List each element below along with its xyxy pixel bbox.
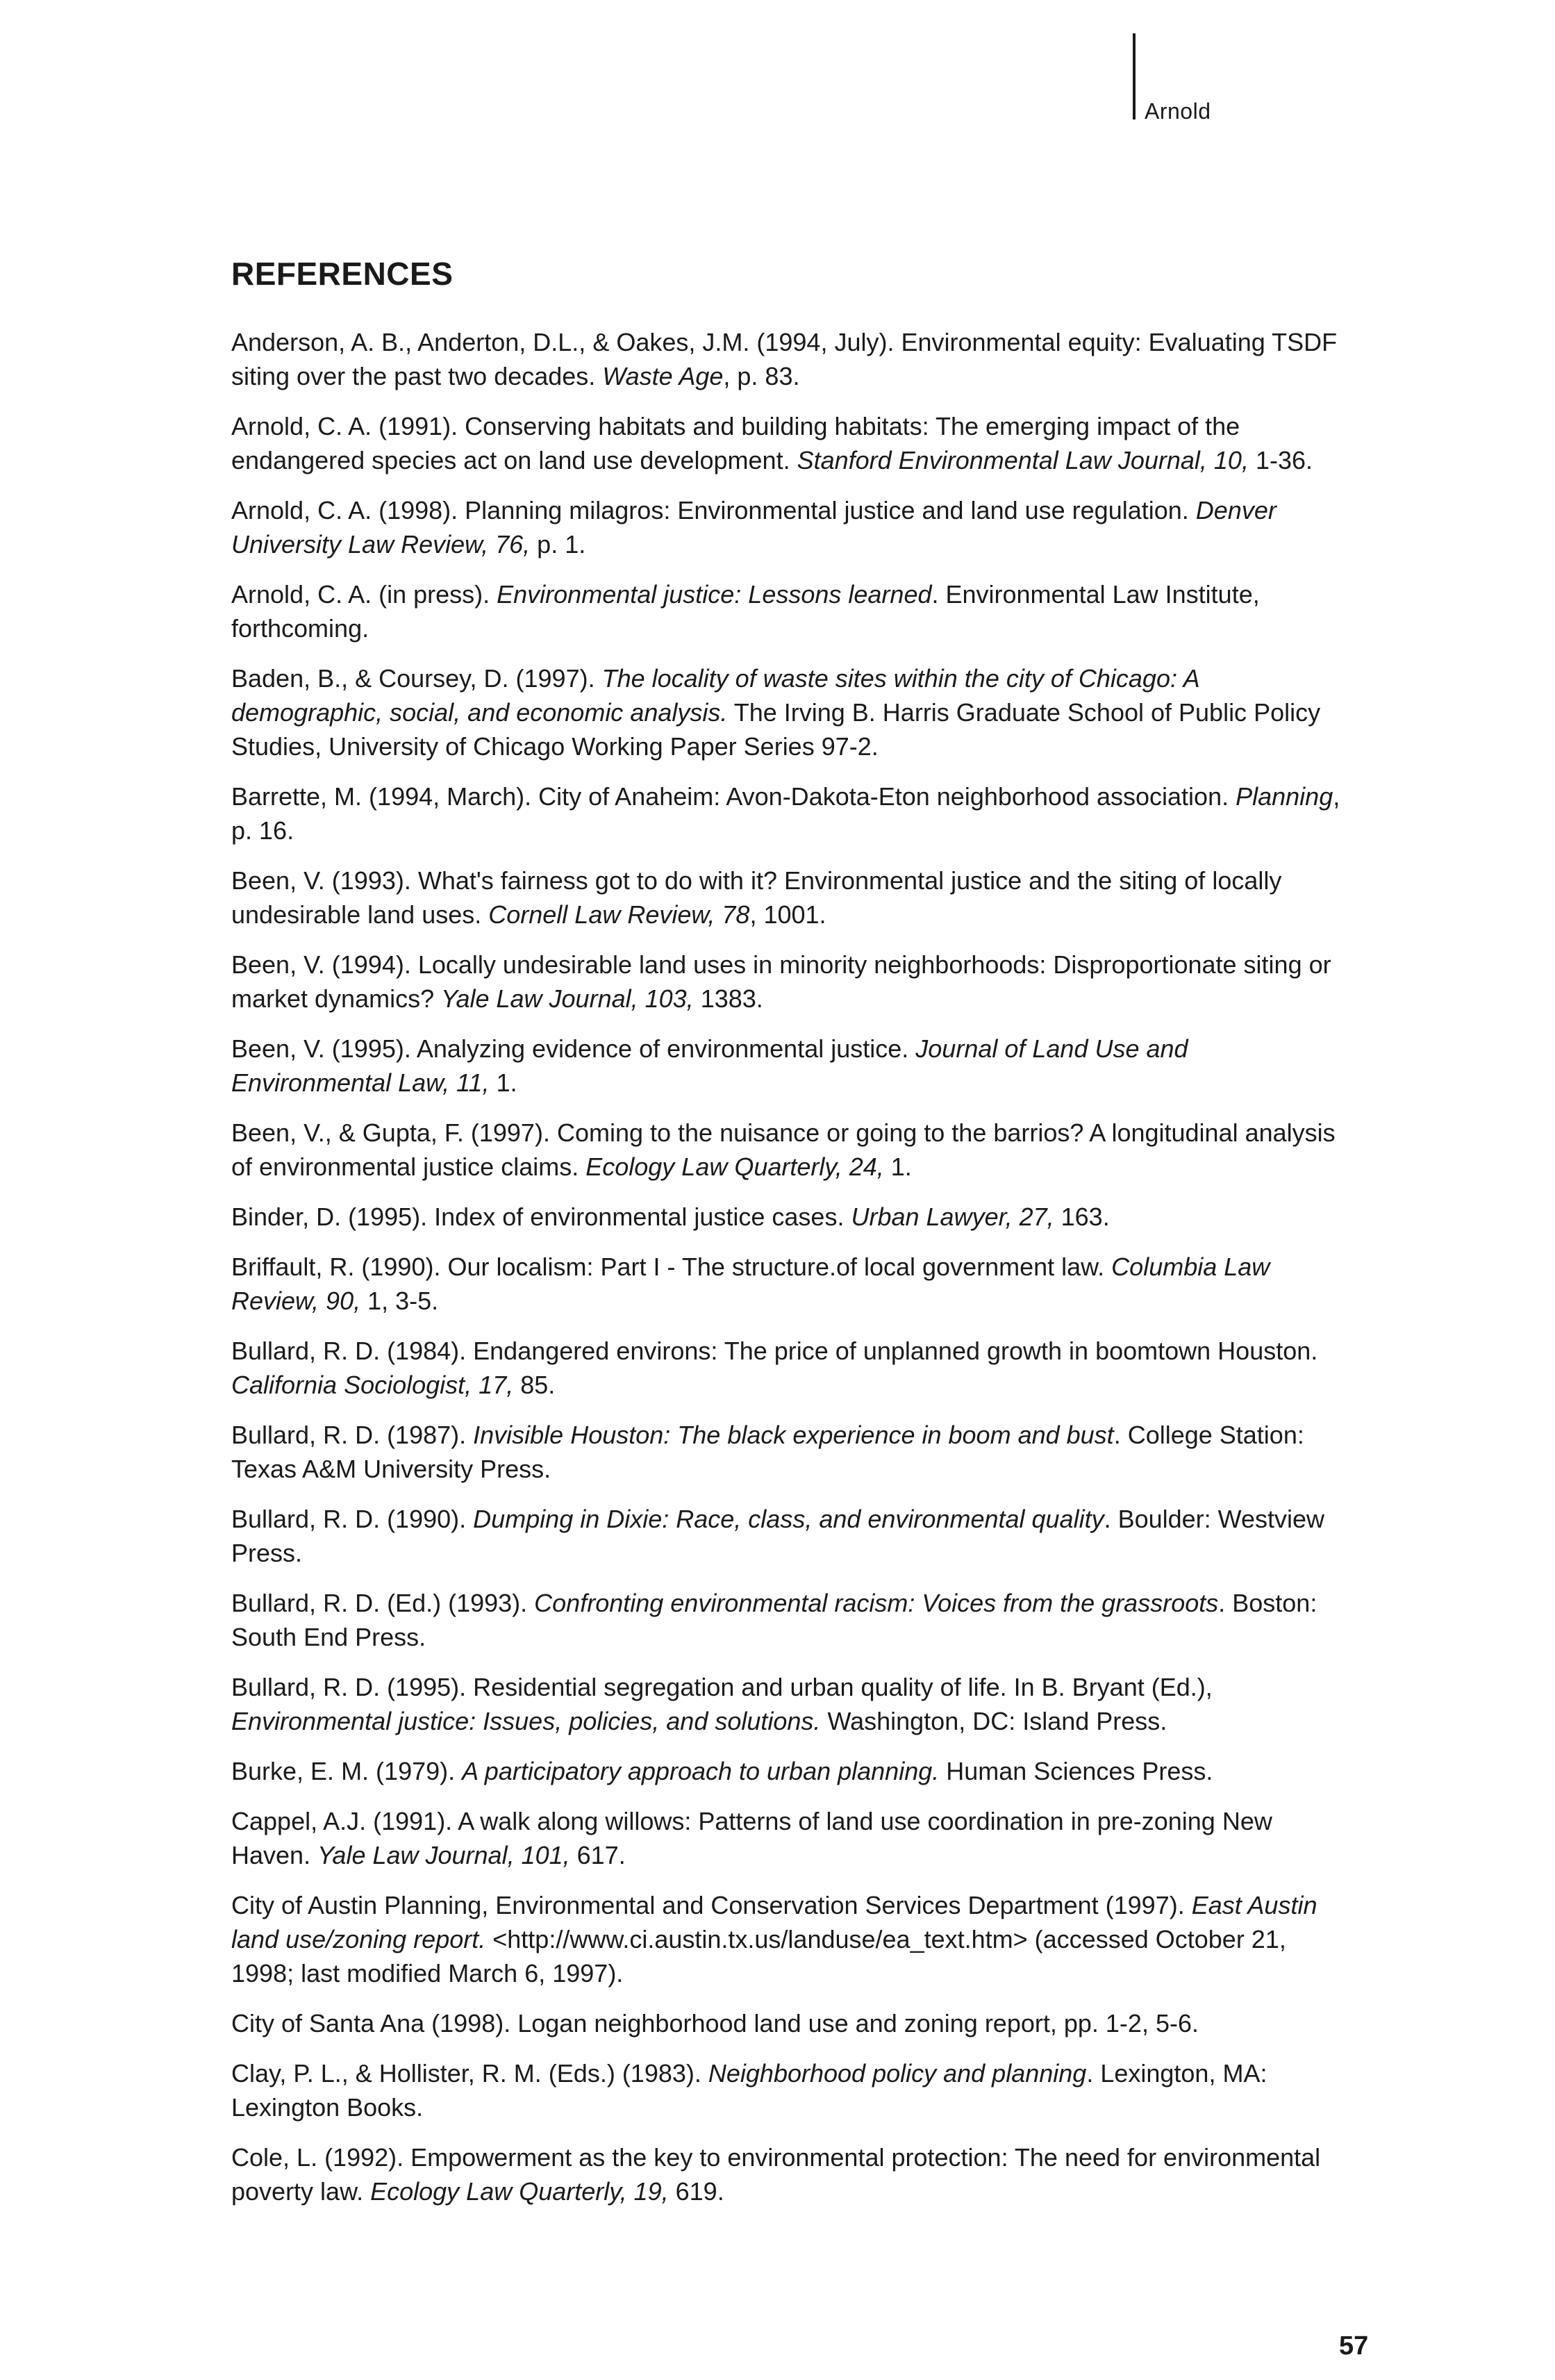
reference-segment: Barrette, M. (1994, March). City of Anaheim: Avon-Dakota-Eton neighborhood association. <box>231 782 1236 811</box>
reference-italic-segment: Yale Law Journal, 101, <box>317 1841 570 1869</box>
reference-segment: Bullard, R. D. (1984). Endangered environs: The price of unplanned growth in boomtown Houston. <box>231 1337 1318 1365</box>
reference-italic-segment: Environmental justice: Lessons learned <box>497 580 932 609</box>
reference-entry <box>231 1250 1342 1318</box>
reference-list <box>231 325 1342 2224</box>
reference-segment: 1. <box>489 1068 517 1097</box>
reference-segment: Cappel, A.J. (1991). A walk along willows: Patterns of land use coordination in pre-zoning New Haven. <box>231 1807 1272 1869</box>
reference-italic-segment: Stanford Environmental Law Journal, 10, <box>797 446 1249 474</box>
reference-italic-segment: Dumping in Dixie: Race, class, and environmental quality <box>473 1505 1104 1533</box>
reference-segment: 1. <box>883 1152 912 1181</box>
reference-entry <box>231 2056 1342 2124</box>
reference-segment: Baden, B., & Coursey, D. (1997). <box>231 664 602 693</box>
reference-segment: Bullard, R. D. (1990). <box>231 1505 474 1533</box>
reference-segment: 85. <box>513 1371 556 1399</box>
reference-segment: . Boulder: Westview Press. <box>231 1505 1325 1567</box>
reference-segment: The Irving B. Harris Graduate School of Public Policy Studies, University of Chicago Working Paper Series 97-2. <box>231 698 1321 761</box>
reference-italic-segment: Confronting environmental racism: Voices from the grassroots <box>534 1589 1219 1617</box>
reference-segment: Arnold, C. A. (1991). Conserving habitats and building habitats: The emerging impact of the endangered species act on land use development. <box>231 412 1240 474</box>
reference-segment: . Boston: South End Press. <box>231 1589 1317 1651</box>
reference-entry <box>231 1754 1342 1788</box>
page-number: 57 <box>1339 2331 1369 2361</box>
reference-italic-segment: Yale Law Journal, 103, <box>441 984 694 1013</box>
reference-italic-segment: Ecology Law Quarterly, 19, <box>370 2177 669 2206</box>
reference-segment: Been, V., & Gupta, F. (1997). Coming to the nuisance or going to the barrios? A longitudinal analysis of environmental justice claims. <box>231 1118 1336 1181</box>
reference-segment: Arnold, C. A. (in press). <box>231 580 497 609</box>
reference-entry <box>231 1670 1342 1738</box>
reference-segment: Been, V. (1993). What's fairness got to do with it? Environmental justice and the siting of locally undesirable land uses. <box>231 866 1282 929</box>
reference-segment: Clay, P. L., & Hollister, R. M. (Eds.) (1983). <box>231 2059 708 2088</box>
reference-entry <box>231 577 1342 645</box>
reference-segment: Human Sciences Press. <box>939 1757 1213 1785</box>
reference-entry <box>231 493 1342 561</box>
reference-italic-segment: Journal of Land Use and Environmental Law, 11, <box>231 1034 1188 1097</box>
reference-entry <box>231 1502 1342 1570</box>
section-title: REFERENCES <box>231 256 454 292</box>
reference-entry <box>231 2006 1342 2040</box>
reference-entry <box>231 1032 1342 1100</box>
reference-italic-segment: Ecology Law Quarterly, 24, <box>585 1152 884 1181</box>
reference-entry <box>231 325 1342 393</box>
running-head: Arnold <box>1145 99 1211 124</box>
reference-italic-segment: Cornell Law Review, 78 <box>488 900 750 929</box>
reference-segment: City of Austin Planning, Environmental and Conservation Services Department (1997). <box>231 1891 1192 1919</box>
reference-segment: City of Santa Ana (1998). Logan neighborhood land use and zoning report, pp. 1-2, 5-6. <box>231 2009 1199 2038</box>
reference-segment: Arnold, C. A. (1998). Planning milagros: Environmental justice and land use regulation. <box>231 496 1196 524</box>
reference-segment: . Lexington, MA: Lexington Books. <box>231 2059 1267 2122</box>
reference-segment: Bullard, R. D. (1987). <box>231 1421 474 1449</box>
reference-segment: Bullard, R. D. (1995). Residential segregation and urban quality of life. In B. Bryant (Ed.), <box>231 1673 1213 1701</box>
reference-italic-segment: California Sociologist, 17, <box>231 1371 514 1399</box>
reference-italic-segment: Waste Age <box>602 362 724 390</box>
reference-segment: . Environmental Law Institute, forthcoming. <box>231 580 1260 643</box>
reference-segment: Been, V. (1994). Locally undesirable land uses in minority neighborhoods: Disproportionate siting or market dynamics? <box>231 950 1331 1013</box>
reference-segment: 617. <box>569 1841 626 1869</box>
reference-italic-segment: The locality of waste sites within the city of Chicago: A demographic, social, and economic analysis. <box>231 664 1199 727</box>
reference-italic-segment: Columbia Law Review, 90, <box>231 1253 1270 1315</box>
reference-italic-segment: Neighborhood policy and planning <box>708 2059 1087 2088</box>
reference-entry <box>231 2140 1342 2208</box>
reference-entry <box>231 948 1342 1016</box>
reference-segment: 1383. <box>693 984 763 1013</box>
reference-entry <box>231 1418 1342 1486</box>
reference-entry <box>231 1888 1342 1990</box>
reference-italic-segment: Denver University Law Review, 76, <box>231 496 1277 559</box>
reference-segment: Binder, D. (1995). Index of environmental justice cases. <box>231 1203 851 1231</box>
reference-segment: , 1001. <box>749 900 826 929</box>
reference-segment: . College Station: Texas A&M University Press. <box>231 1421 1304 1483</box>
reference-segment: Been, V. (1995). Analyzing evidence of environmental justice. <box>231 1034 916 1063</box>
reference-segment: 619. <box>668 2177 724 2206</box>
reference-segment: , p. 16. <box>231 782 1340 845</box>
reference-segment: p. 1. <box>530 530 586 559</box>
reference-segment: Burke, E. M. (1979). <box>231 1757 463 1785</box>
reference-entry <box>231 1586 1342 1654</box>
reference-segment: 1-36. <box>1248 446 1313 474</box>
reference-entry <box>231 1200 1342 1234</box>
reference-italic-segment: Planning <box>1236 782 1333 811</box>
reference-italic-segment: Environmental justice: Issues, policies, and solutions. <box>231 1707 821 1735</box>
reference-segment: Anderson, A. B., Anderton, D.L., & Oakes, J.M. (1994, July). Environmental equity: Evaluating TSDF siting over the past two decades. <box>231 328 1338 390</box>
reference-entry <box>231 779 1342 848</box>
reference-italic-segment: Urban Lawyer, 27, <box>851 1203 1054 1231</box>
reference-segment: , p. 83. <box>723 362 800 390</box>
header-rule <box>1133 33 1136 119</box>
reference-italic-segment: East Austin land use/zoning report. <box>231 1891 1317 1953</box>
reference-segment: Cole, L. (1992). Empowerment as the key to environmental protection: The need for environmental poverty law. <box>231 2143 1321 2206</box>
reference-entry <box>231 1804 1342 1872</box>
reference-italic-segment: Invisible Houston: The black experience in boom and bust <box>473 1421 1114 1449</box>
reference-segment: Bullard, R. D. (Ed.) (1993). <box>231 1589 535 1617</box>
reference-segment: 163. <box>1054 1203 1110 1231</box>
reference-entry <box>231 661 1342 763</box>
reference-entry <box>231 863 1342 932</box>
reference-entry <box>231 1334 1342 1402</box>
reference-italic-segment: A participatory approach to urban planning. <box>462 1757 940 1785</box>
reference-segment: 1, 3-5. <box>360 1287 439 1315</box>
reference-entry <box>231 1116 1342 1184</box>
reference-segment: <http://www.ci.austin.tx.us/landuse/ea_text.htm> (accessed October 21, 1998; last modified March 6, 1997). <box>231 1925 1286 1988</box>
reference-segment: Washington, DC: Island Press. <box>820 1707 1167 1735</box>
reference-segment: Briffault, R. (1990). Our localism: Part I - The structure.of local government law. <box>231 1253 1112 1281</box>
reference-entry <box>231 409 1342 477</box>
